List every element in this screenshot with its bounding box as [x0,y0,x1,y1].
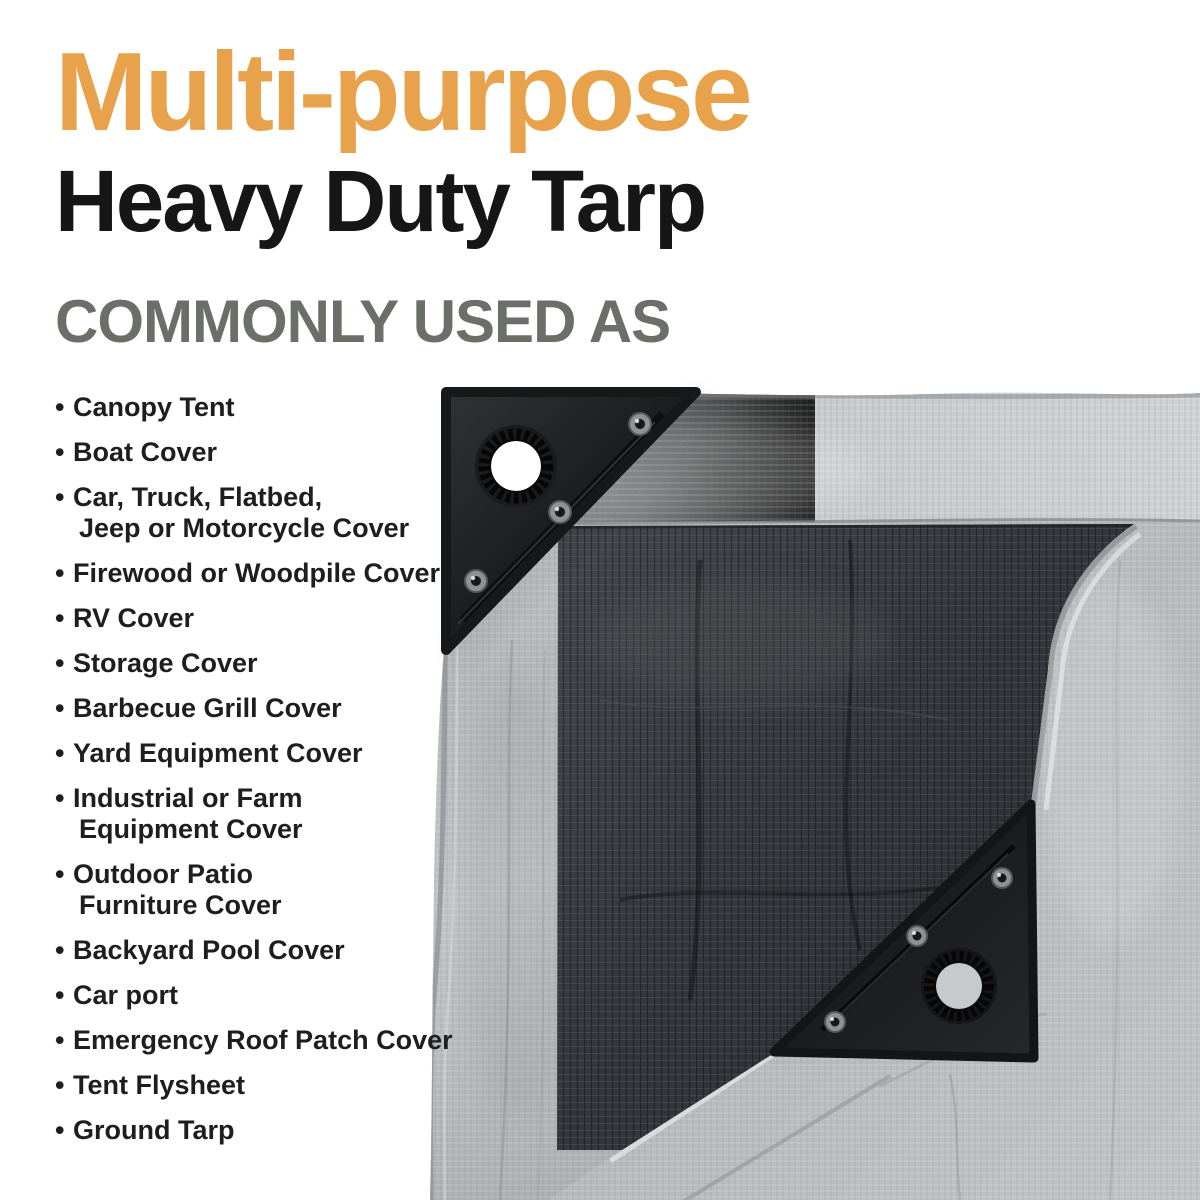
list-item-label: Industrial or Farm [73,783,303,814]
list-item [55,648,475,679]
bullet: • [55,783,65,814]
list-item [55,558,475,589]
uses-list [55,392,475,1146]
list-item-label: Boat Cover [73,437,218,468]
list-item [55,603,475,634]
bullet: • [55,1025,65,1056]
list-item [55,935,475,966]
bullet: • [55,693,65,724]
bullet: • [55,558,65,589]
bullet: • [55,482,65,513]
bullet: • [55,603,65,634]
list-item-label: Jeep or Motorcycle Cover [79,513,410,544]
list-item-label: Furniture Cover [79,890,282,921]
list-item-label: Equipment Cover [79,814,303,845]
list-item-label: Barbecue Grill Cover [73,693,342,724]
list-item [55,693,475,724]
list-item-label: Yard Equipment Cover [73,738,363,769]
grommet-icon [475,425,557,507]
list-item [55,859,475,921]
section-heading: COMMONLY USED AS [55,288,671,356]
rivet-icon [549,501,571,523]
list-item [55,1115,475,1146]
rivet-icon [907,926,927,946]
bullet: • [55,648,65,679]
bullet: • [55,437,65,468]
page-title: Multi-purpose [55,30,750,154]
list-item [55,437,475,468]
bullet: • [55,392,65,423]
list-item-label: Emergency Roof Patch Cover [73,1025,453,1056]
bullet: • [55,935,65,966]
grommet-icon [921,948,997,1024]
text-column [55,30,750,1160]
list-item-label: Backyard Pool Cover [73,935,345,966]
list-item [55,980,475,1011]
list-item [55,738,475,769]
rivet-icon [992,868,1012,888]
list-item-label: Car, Truck, Flatbed, [73,482,323,513]
bullet: • [55,738,65,769]
bullet: • [55,980,65,1011]
list-item-label: Tent Flysheet [73,1070,246,1101]
list-item-label: RV Cover [73,603,195,634]
list-item-label: Car port [73,980,179,1011]
list-item-label: Ground Tarp [73,1115,235,1146]
rivet-icon [825,1012,845,1032]
list-item [55,783,475,845]
list-item [55,1070,475,1101]
list-item-label: Firewood or Woodpile Cover [73,558,441,589]
page-subtitle: Heavy Duty Tarp [55,152,706,250]
list-item-label: Canopy Tent [73,392,235,423]
bullet: • [55,1115,65,1146]
list-item-label: Outdoor Patio [73,859,253,890]
rivet-icon [629,413,651,435]
bullet: • [55,859,65,890]
list-item [55,482,475,544]
bullet: • [55,1070,65,1101]
list-item [55,1025,475,1056]
list-item [55,392,475,423]
list-item-label: Storage Cover [73,648,258,679]
